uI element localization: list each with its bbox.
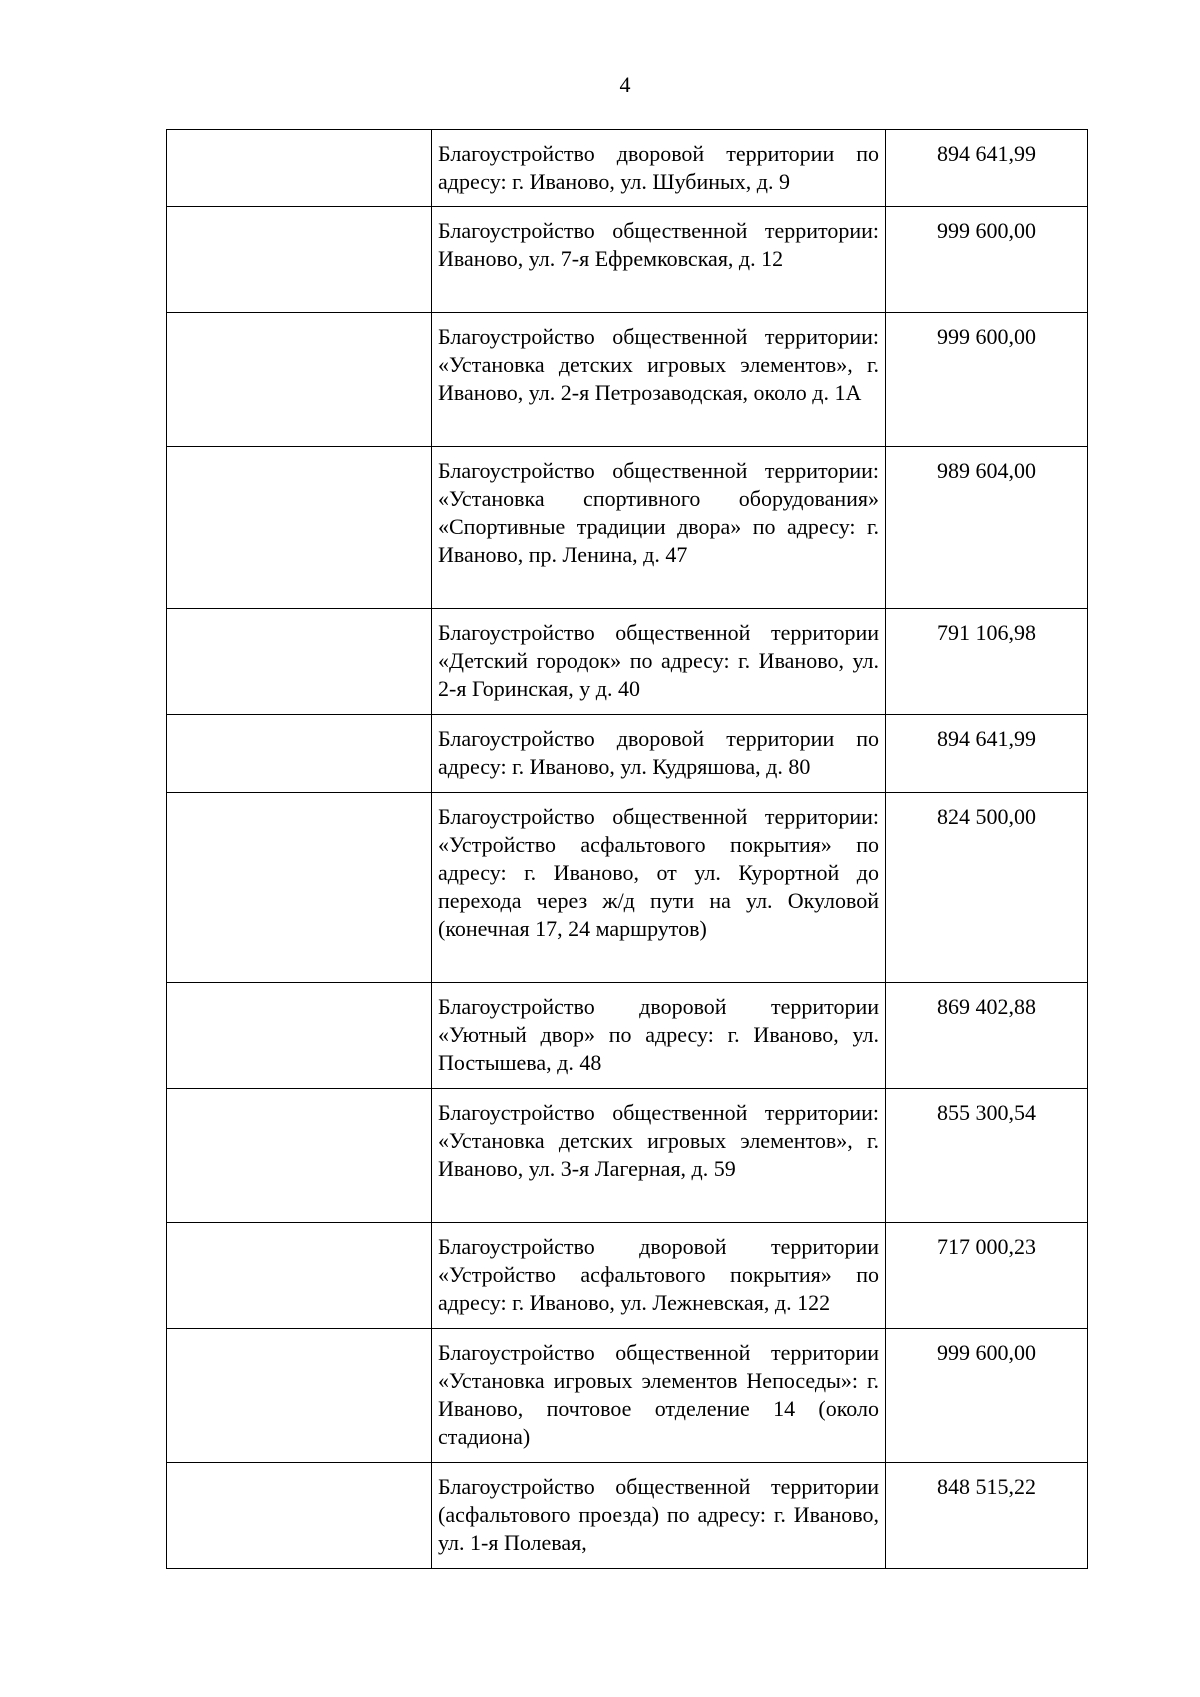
amount-cell: 999 600,00 [886, 313, 1088, 447]
description-cell: Благоустройство общественной территории: «Устройство асфальтового покрытия» по адресу: г. Иваново, от ул. Курортной до перехода через ж/д пути на ул. Окуловой (конечная 17, 24 маршрутов) [432, 793, 886, 983]
description-cell: Благоустройство общественной территории: «Установка спортивного оборудования» «Спортивные традиции двора» по адресу: г. Иваново, пр. Ленина, д. 47 [432, 447, 886, 609]
table-row [167, 793, 1088, 983]
table-body [167, 130, 1088, 1569]
amount-cell: 894 641,99 [886, 715, 1088, 793]
table-row [167, 609, 1088, 715]
amount-cell: 717 000,23 [886, 1223, 1088, 1329]
empty-cell [167, 447, 432, 609]
description-cell: Благоустройство дворовой территории по адресу: г. Иваново, ул. Шубиных, д. 9 [432, 130, 886, 207]
description-cell: Благоустройство дворовой территории «Устройство асфальтового покрытия» по адресу: г. Иваново, ул. Лежневская, д. 122 [432, 1223, 886, 1329]
description-cell: Благоустройство общественной территории: «Установка детских игровых элементов», г. Иваново, ул. 3-я Лагерная, д. 59 [432, 1089, 886, 1223]
description-cell: Благоустройство дворовой территории по адресу: г. Иваново, ул. Кудряшова, д. 80 [432, 715, 886, 793]
empty-cell [167, 793, 432, 983]
empty-cell [167, 207, 432, 313]
table-row [167, 1329, 1088, 1463]
empty-cell [167, 1463, 432, 1569]
table-row [167, 447, 1088, 609]
table-row [167, 313, 1088, 447]
amount-cell: 999 600,00 [886, 1329, 1088, 1463]
amount-cell: 894 641,99 [886, 130, 1088, 207]
table-row [167, 1223, 1088, 1329]
description-cell: Благоустройство общественной территории: Иваново, ул. 7-я Ефремковская, д. 12 [432, 207, 886, 313]
table-row [167, 207, 1088, 313]
amount-cell: 791 106,98 [886, 609, 1088, 715]
empty-cell [167, 1089, 432, 1223]
description-cell: Благоустройство дворовой территории «Уютный двор» по адресу: г. Иваново, ул. Постышева, д. 48 [432, 983, 886, 1089]
budget-table [166, 129, 1088, 1569]
amount-cell: 999 600,00 [886, 207, 1088, 313]
table-row [167, 130, 1088, 207]
description-cell: Благоустройство общественной территории «Детский городок» по адресу: г. Иваново, ул. 2-я Горинская, у д. 40 [432, 609, 886, 715]
empty-cell [167, 130, 432, 207]
empty-cell [167, 609, 432, 715]
empty-cell [167, 983, 432, 1089]
empty-cell [167, 1329, 432, 1463]
description-cell: Благоустройство общественной территории (асфальтового проезда) по адресу: г. Иваново, ул. 1-я Полевая, [432, 1463, 886, 1569]
amount-cell: 848 515,22 [886, 1463, 1088, 1569]
table-row [167, 1463, 1088, 1569]
empty-cell [167, 313, 432, 447]
empty-cell [167, 1223, 432, 1329]
table-row [167, 1089, 1088, 1223]
empty-cell [167, 715, 432, 793]
table-row [167, 983, 1088, 1089]
description-cell: Благоустройство общественной территории: «Установка детских игровых элементов», г. Иваново, ул. 2-я Петрозаводская, около д. 1А [432, 313, 886, 447]
page-number: 4 [619, 72, 631, 97]
amount-cell: 989 604,00 [886, 447, 1088, 609]
amount-cell: 824 500,00 [886, 793, 1088, 983]
amount-cell: 869 402,88 [886, 983, 1088, 1089]
amount-cell: 855 300,54 [886, 1089, 1088, 1223]
table-row [167, 715, 1088, 793]
description-cell: Благоустройство общественной территории «Установка игровых элементов Непоседы»: г. Иваново, почтовое отделение 14 (около стадиона) [432, 1329, 886, 1463]
